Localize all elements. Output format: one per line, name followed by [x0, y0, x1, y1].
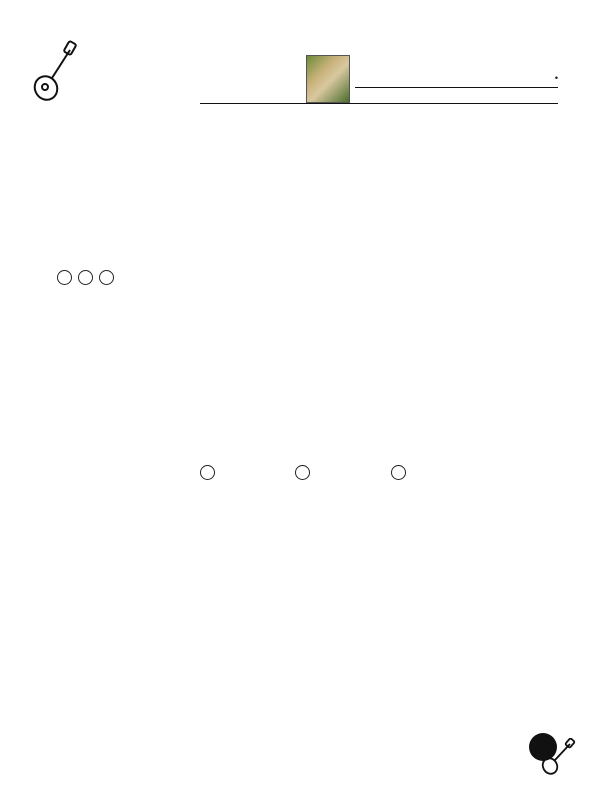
chord-caption [262, 465, 342, 485]
string-number-badge [391, 465, 406, 480]
chord-diagram-2 [262, 331, 342, 501]
header-divider [355, 87, 558, 88]
header-divider-lower [200, 103, 558, 104]
chord-diagram-3 [358, 331, 438, 501]
triad-paragraph [54, 270, 564, 288]
string-number-badge [99, 270, 114, 285]
product-info: • [554, 73, 558, 83]
ukulele-footer-icon [538, 738, 578, 778]
chord-grid [167, 331, 247, 461]
string-number-badge [78, 270, 93, 285]
ukulele-logo-icon [30, 40, 78, 104]
chord-caption [358, 465, 438, 485]
chord-diagram-1 [167, 331, 247, 501]
string-number-badge [200, 465, 215, 480]
author-photo [306, 55, 350, 103]
chord-grid [358, 331, 438, 461]
string-number-badge [295, 465, 310, 480]
chord-caption [167, 465, 247, 485]
chord-grid [262, 331, 342, 461]
string-number-badge [57, 270, 72, 285]
